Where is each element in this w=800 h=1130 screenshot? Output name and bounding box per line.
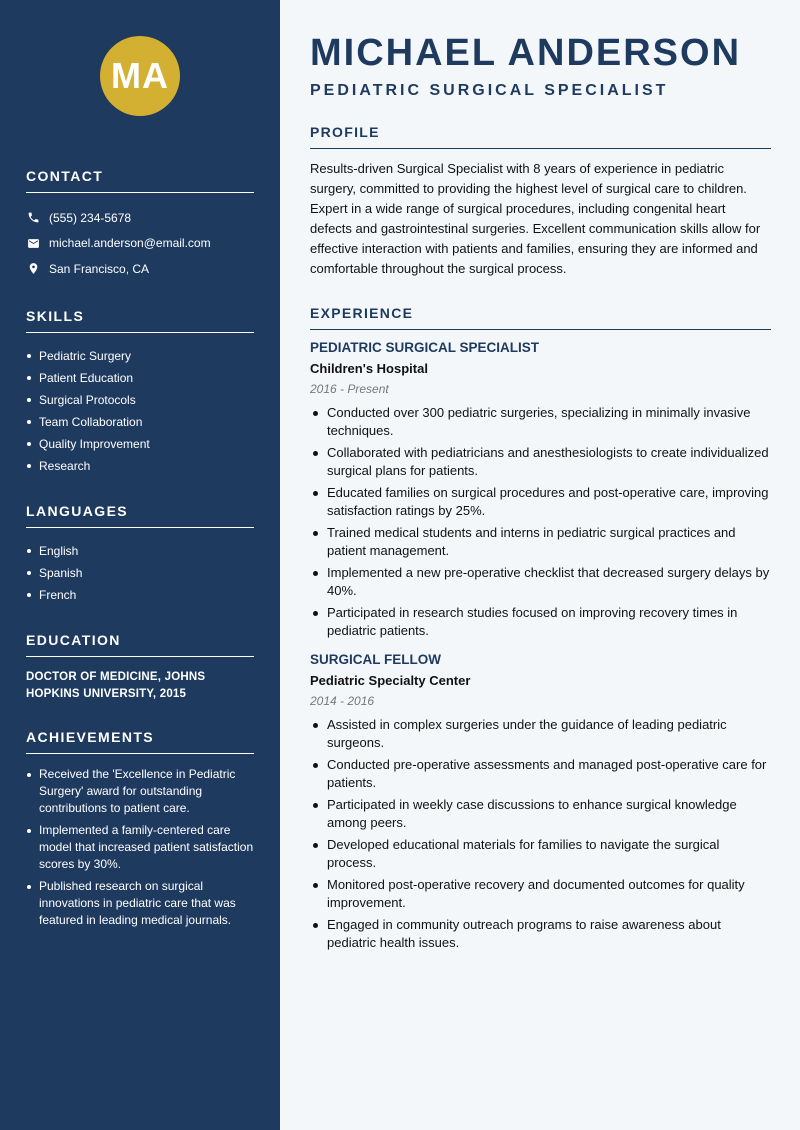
phone-icon [26,211,40,225]
job-entry [310,652,771,952]
achievement-item: Implemented a family-centered care model that increased patient satisfaction scores by 30%. [26,822,254,873]
job-bullet: Collaborated with pediatricians and anesthesiologists to create individualized surgical plans for patients. [310,444,771,480]
skill-item: Research [26,455,254,477]
sidebar [0,0,280,1130]
languages-heading: LANGUAGES [26,503,254,528]
profile-text: Results-driven Surgical Specialist with 8 years of experience in pediatric surgery, committed to providing the highest level of surgical care to children. Expert in a wide range of surgical procedures, including congenital heart defects and gastrointestinal surgeries. Excellent communication skills allow for effective interaction with patients and families, ensuring they are informed and comfortable throughout the surgical process. [310,161,761,276]
job-company: Children's Hospital [310,361,428,376]
job-dates: 2014 - 2016 [310,694,375,708]
experience-section [310,305,771,952]
job-entry [310,340,771,640]
job-title: SURGICAL FELLOW [310,652,441,667]
contact-location [26,256,254,282]
job-bullet: Monitored post-operative recovery and documented outcomes for quality improvement. [310,876,771,912]
skill-item: Quality Improvement [26,433,254,455]
main-content [280,0,800,1130]
achievement-item: Published research on surgical innovations in pediatric care that was featured in leading medical journals. [26,878,254,929]
job-bullet: Developed educational materials for families to navigate the surgical process. [310,836,771,872]
achievements-section [26,729,254,929]
language-item: French [26,584,254,606]
job-title: PEDIATRIC SURGICAL SPECIALIST [310,340,540,355]
location-pin-icon [26,262,40,276]
candidate-title: PEDIATRIC SURGICAL SPECIALIST [310,82,669,99]
education-degree: DOCTOR OF MEDICINE, JOHNS HOPKINS UNIVERSITY, 2015 [26,670,206,700]
contact-email-text: michael.anderson@email.com [49,236,211,251]
contact-phone-text: (555) 234-5678 [49,210,132,225]
job-bullet: Participated in weekly case discussions to enhance surgical knowledge among peers. [310,796,771,832]
job-bullet: Conducted pre-operative assessments and managed post-operative care for patients. [310,756,771,792]
languages-section [26,503,254,606]
job-dates: 2016 - Present [310,382,389,396]
job-bullet: Trained medical students and interns in pediatric surgical practices and patient management. [310,524,771,560]
contact-email [26,231,254,257]
skill-item: Surgical Protocols [26,389,254,411]
job-bullet: Engaged in community outreach programs to raise awareness about pediatric health issues. [310,916,771,952]
job-bullet: Assisted in complex surgeries under the guidance of leading pediatric surgeons. [310,716,771,752]
skills-list [26,345,254,477]
monogram-avatar: MA [100,36,180,116]
contact-section [26,168,254,282]
achievements-list [26,766,254,929]
skills-heading: SKILLS [26,308,254,333]
job-bullet: Implemented a new pre-operative checklist that decreased surgery delays by 40%. [310,564,771,600]
job-bullet: Participated in research studies focused on improving recovery times in pediatric patients. [310,604,771,640]
profile-heading: PROFILE [310,124,771,149]
language-item: Spanish [26,562,254,584]
experience-heading: EXPERIENCE [310,305,771,330]
skill-item: Pediatric Surgery [26,345,254,367]
language-item: English [26,540,254,562]
job-bullet: Conducted over 300 pediatric surgeries, specializing in minimally invasive techniques. [310,404,771,440]
profile-section [310,124,771,279]
education-section [26,632,254,703]
skill-item: Team Collaboration [26,411,254,433]
job-company: Pediatric Specialty Center [310,673,471,688]
job-bullet: Educated families on surgical procedures and post-operative care, improving satisfaction ratings by 25%. [310,484,771,520]
email-icon [26,236,40,250]
skill-item: Patient Education [26,367,254,389]
education-heading: EDUCATION [26,632,254,657]
achievements-heading: ACHIEVEMENTS [26,729,254,754]
contact-heading: CONTACT [26,168,254,193]
job-bullets [310,404,771,640]
achievement-item: Received the 'Excellence in Pediatric Surgery' award for outstanding contributions to patient care. [26,766,254,817]
contact-location-text: San Francisco, CA [49,261,150,276]
skills-section [26,308,254,477]
job-bullets [310,716,771,952]
contact-phone [26,205,254,231]
languages-list [26,540,254,606]
candidate-name: MICHAEL ANDERSON [310,32,742,74]
